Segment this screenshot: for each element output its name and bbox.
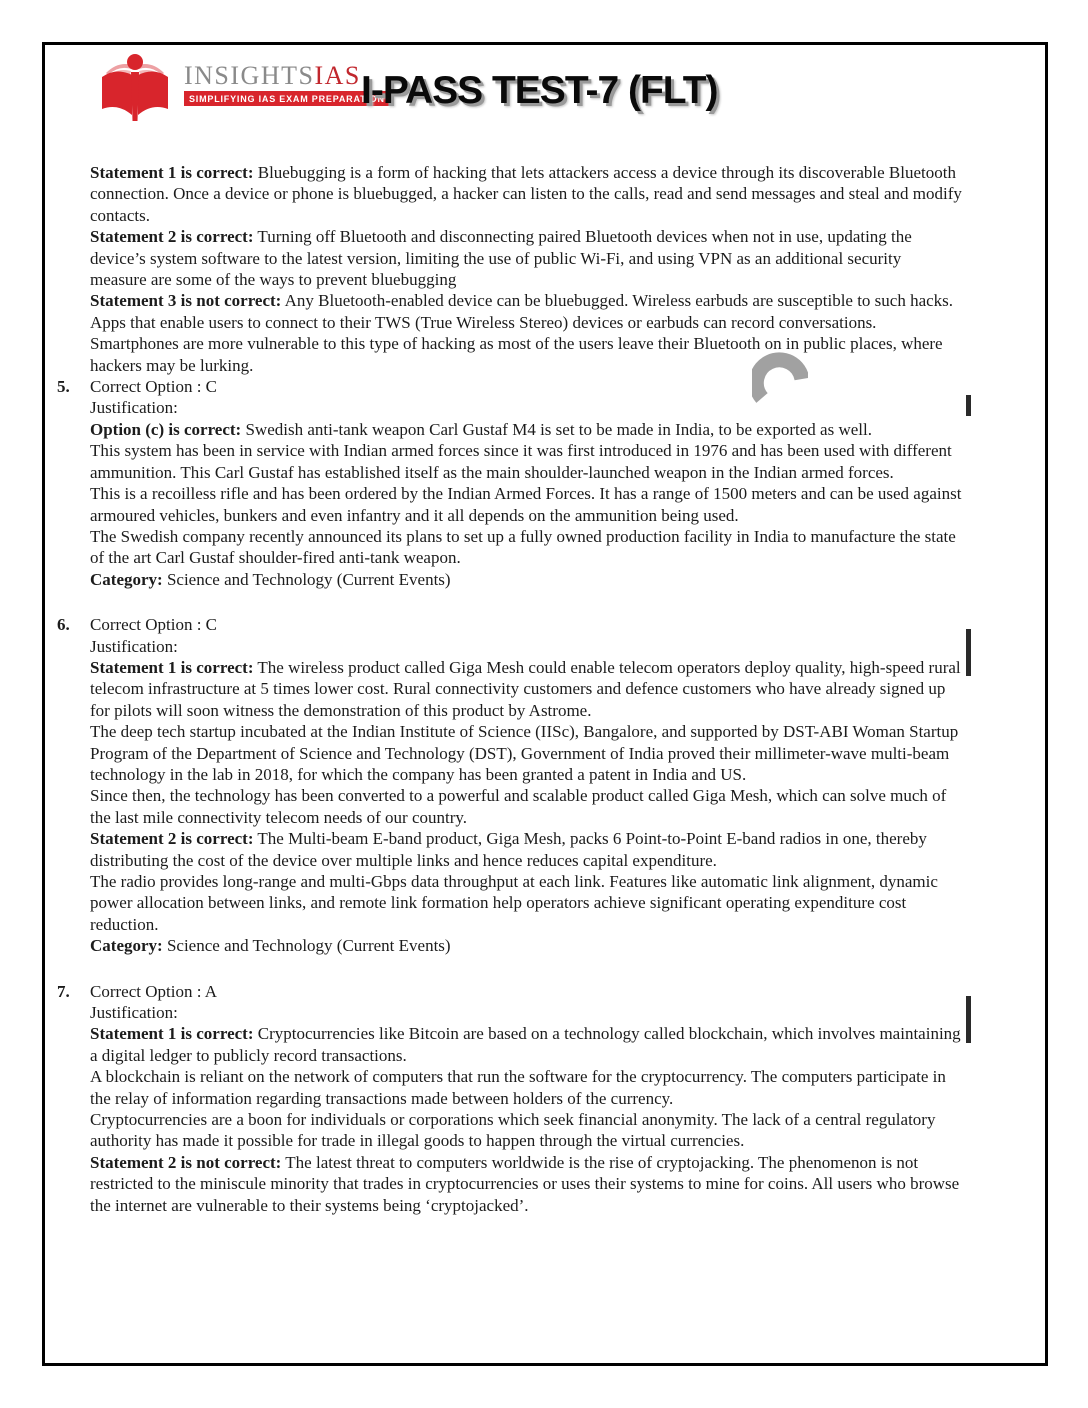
paragraph (90, 526, 962, 569)
text-segment: This is a recoilless rifle and has been ordered by the Indian Armed Forces. It has a range of 1500 meters and can be used against armoured vehicles, bunkers and even infantry and it all depends on the ammunition being used. (90, 484, 966, 525)
paragraph (90, 785, 962, 828)
paragraph (90, 1066, 962, 1109)
text-segment: The latest threat to computers worldwide is the rise of cryptojacking. The phenomenon is not restricted to the miniscule minority that trades in cryptocurrencies or uses their systems to mine for coins. All users who browse the internet are vulnerable to their systems being ‘cryptojacked’. (90, 1152, 964, 1215)
margin-tick-mark (966, 629, 971, 676)
text-segment: Science and Technology (Current Events) (162, 936, 451, 956)
bold-lead-in: Category: (90, 569, 163, 589)
brand-name-primary: INSIGHTS (184, 61, 315, 90)
text-segment: Cryptocurrencies like Bitcoin are based on a technology called blockchain, which involves maintaining a digital ledger to publicly record transactions. (90, 1024, 965, 1065)
question-number: 6. (57, 615, 70, 635)
text-segment: The radio provides long-range and multi-Gbps data throughput at each link. Features like automatic link alignment, dynamic power allocation between links, and remote link formation help operators achieve significant operating expenditure cost reduction. (90, 872, 943, 934)
paragraph (90, 721, 962, 785)
paragraph (90, 1023, 965, 1066)
paragraph (90, 226, 962, 290)
bold-lead-in: Category: (90, 936, 163, 956)
bold-lead-in: Statement 2 is not correct: (90, 1152, 282, 1172)
text-segment: This system has been in service with Indian armed forces since it was first introduced in 1976 and has been used with different ammunition. This Carl Gustaf has established itself as the main shoulder-launched weapon in the Indian armed forces. (90, 441, 956, 482)
paragraph (90, 440, 962, 483)
question-number: 5. (57, 377, 70, 397)
brand-name-accent: IAS (314, 61, 361, 90)
bold-lead-in: Statement 2 is correct: (90, 829, 254, 849)
paragraph (90, 290, 962, 333)
paragraph (90, 419, 962, 440)
paragraph (90, 657, 965, 721)
text-segment: Science and Technology (Current Events) (162, 569, 451, 589)
page-frame (42, 42, 1048, 1366)
paragraph (90, 333, 962, 376)
text-segment: The wireless product called Giga Mesh could enable telecom operators deploy quality, high-speed rural telecom infrastructure at 5 times lower cost. Rural connectivity customers and defence customers who have already signed up for pilots will soon witness the demonstration of this product by Astrome. (90, 657, 965, 720)
bold-lead-in: Statement 3 is not correct: (90, 291, 282, 311)
answer-block (57, 376, 966, 590)
bold-lead-in: Option (c) is correct: (90, 419, 242, 439)
text-segment: The deep tech startup incubated at the Indian Institute of Science (IISc), Bangalore, and supported by DST-ABI Woman Startup Program of the Department of Science and Technology (DST), Government of India proved their millimeter-wave multi-beam technology in the lab in 2018, for which the company has been granted a patent in India and US. (90, 722, 963, 784)
brand-block (184, 63, 390, 107)
paragraph (90, 397, 962, 418)
bold-lead-in: Statement 2 is correct: (90, 227, 254, 247)
text-segment: Bluebugging is a form of hacking that lets attackers access a device through its discoverable Bluetooth connection. Once a device or phone is bluebugged, a hacker can listen to the calls, read and send messages and steal and modify contacts. (90, 163, 967, 225)
text-segment: A blockchain is reliant on the network of computers that run the software for the cryptocurrency. The computers participate in the relay of information regarding transactions made between holders of the currency. (90, 1067, 951, 1108)
text-segment: Justification: (90, 636, 178, 656)
bold-lead-in: Statement 1 is correct: (90, 657, 254, 677)
paragraph (90, 1109, 962, 1152)
text-segment: The Multi-beam E-band product, Giga Mesh, packs 6 Point-to-Point E-band radios in one, thereby distributing the cost of the device over multiple links and hence reduces capital expenditure. (90, 829, 932, 870)
paragraph (90, 935, 962, 956)
text-segment: The Swedish company recently announced its plans to set up a fully owned production facility in India to manufacture the state of the art Carl Gustaf shoulder-fired anti-tank weapon. (90, 526, 961, 568)
margin-tick-mark (966, 996, 971, 1043)
paragraph (90, 162, 967, 226)
paragraph (90, 828, 962, 871)
text-segment: Since then, the technology has been converted to a powerful and scalable product called Giga Mesh, which can solve much of the last mile connectivity telecom needs of our country. (90, 786, 951, 827)
brand-tagline: SIMPLIFYING IAS EXAM PREPARATION (184, 91, 390, 106)
page-title: I-PASS TEST-7 (FLT) (361, 69, 718, 112)
answer-blocks (57, 162, 967, 1216)
insights-book-person-logo-icon (98, 53, 172, 127)
paragraph (90, 1002, 962, 1023)
margin-tick-mark (966, 395, 971, 416)
bold-lead-in: Statement 1 is correct: (90, 1024, 254, 1044)
text-segment: Correct Option : C (90, 377, 218, 397)
paragraph (90, 483, 966, 526)
text-segment: Any Bluetooth-enabled device can be bluebugged. Wireless earbuds are susceptible to such hacks. Apps that enable users to connect to their TWS (True Wireless Stereo) devices or earbuds can record conversations. (90, 291, 957, 332)
text-segment: Cryptocurrencies are a boon for individuals or corporations which seek financial anonymity. The lack of a central regulatory authority has made it possible for trade in illegal goods to happen through the virtual currencies. (90, 1110, 940, 1151)
paragraph (90, 376, 962, 397)
paragraph (90, 614, 962, 635)
brand-name (184, 63, 390, 89)
text-segment: Smartphones are more vulnerable to this type of hacking as most of the users leave their Bluetooth on in public places, where hackers may be lurking. (90, 334, 947, 375)
answer-block (90, 162, 967, 376)
answer-block (57, 614, 965, 957)
text-segment: Justification: (90, 398, 178, 418)
question-number: 7. (57, 981, 70, 1001)
paragraph (90, 636, 962, 657)
paragraph (90, 1152, 962, 1216)
text-segment: Correct Option : C (90, 615, 218, 635)
text-segment: Correct Option : A (90, 981, 218, 1001)
bold-lead-in: Statement 1 is correct: (90, 163, 254, 182)
text-segment: Turning off Bluetooth and disconnecting paired Bluetooth devices when not in use, updating the device’s system software to the latest version, limiting the use of public Wi-Fi, and using VPN as an additional security measure are some of the ways to prevent bluebugging (90, 227, 917, 290)
paragraph (90, 981, 962, 1002)
text-segment: Swedish anti-tank weapon Carl Gustaf M4 is set to be made in India, to be exported as well. (241, 419, 872, 439)
paragraph (90, 569, 962, 590)
text-segment: Justification: (90, 1003, 178, 1023)
answer-block (57, 981, 965, 1216)
paragraph (90, 871, 962, 935)
watermark-question-mark-icon (752, 346, 808, 404)
